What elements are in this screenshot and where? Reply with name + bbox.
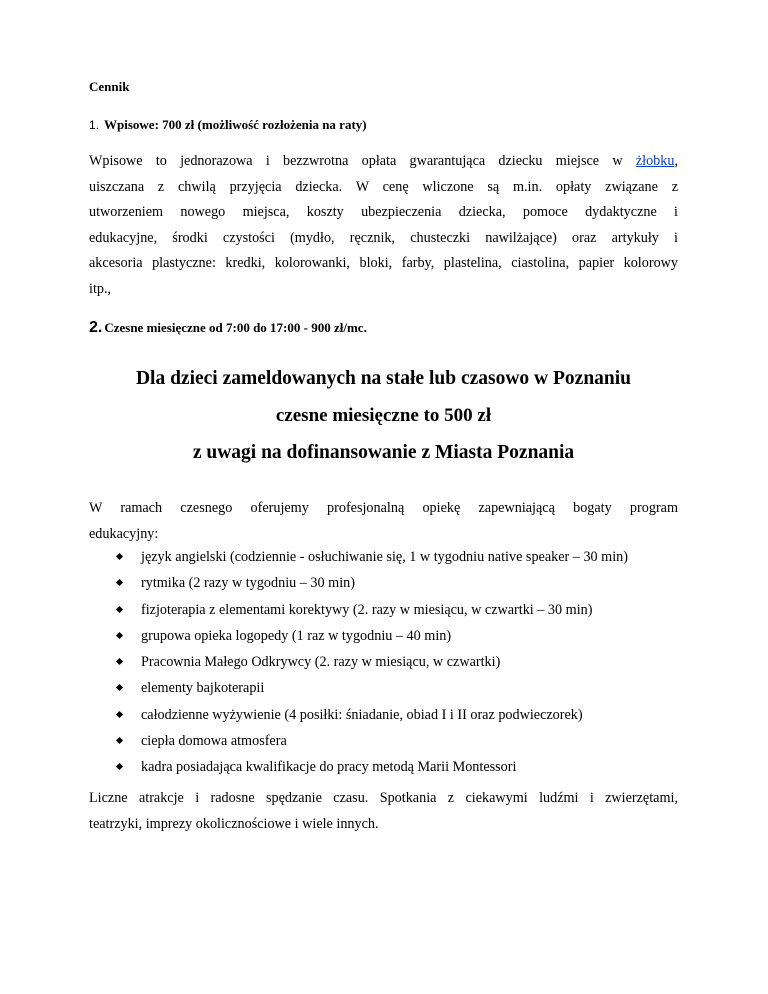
tuition-intro-paragraph (89, 496, 678, 547)
paragraph-line: uiszczana z chwilą przyjęcia dziecka. W cenę wliczone są m.in. opłaty związane z (89, 178, 678, 195)
diamond-bullet-icon (116, 632, 123, 639)
document-title: Cennik (89, 79, 130, 94)
section-1-number: 1. (89, 118, 100, 132)
list-item (117, 623, 628, 649)
diamond-bullet-icon (116, 579, 123, 586)
list-item-text: ciepła domowa atmosfera (141, 733, 287, 750)
section-1-title: Wpisowe: 700 zł (możliwość rozłożenia na raty) (104, 117, 367, 132)
list-item (117, 570, 628, 596)
highlight-line-1: Dla dzieci zameldowanych na stałe lub czasowo w Poznaniu (135, 368, 632, 389)
paragraph-line: akcesoria plastyczne: kredki, kolorowanki, bloki, farby, plastelina, ciastolina, papier kolorowy (89, 255, 678, 272)
paragraph-line: teatrzyki, imprezy okolicznościowe i wiele innych. (89, 815, 379, 832)
paragraph-line: W ramach czesnego oferujemy profesjonalną opiekę zapewniającą bogaty program (89, 500, 678, 516)
list-item (117, 544, 628, 570)
paragraph-text: Wpisowe to jednorazowa i bezzwrotna opłata gwarantująca dziecku miejsce w (89, 153, 623, 169)
list-item (117, 754, 628, 780)
nursery-link[interactable]: żłobku (635, 153, 675, 169)
paragraph-line: utworzeniem nowego miejsca, koszty ubezpieczenia dziecka, pomoce dydaktyczne i (89, 204, 678, 221)
paragraph-line: itp., (89, 280, 112, 297)
attractions-paragraph (89, 786, 678, 837)
diamond-bullet-icon (116, 737, 123, 744)
diamond-bullet-icon (116, 763, 123, 770)
list-item-text: całodzienne wyżywienie (4 posiłki: śniadanie, obiad I i II oraz podwieczorek) (141, 706, 583, 723)
list-item (117, 597, 628, 623)
highlight-line-2: czesne miesięczne to 500 zł (275, 405, 492, 426)
paragraph-line (89, 149, 678, 175)
section-2-heading (89, 319, 367, 337)
diamond-bullet-icon (116, 553, 123, 560)
list-item-text: język angielski (codziennie - osłuchiwanie się, 1 w tygodniu native speaker – 30 min) (141, 549, 628, 565)
list-item-text: elementy bajkoterapii (141, 680, 265, 697)
paragraph-line: edukacyjne, środki czystości (mydło, ręcznik, chusteczki nawilżające) oraz artykuły i (89, 229, 678, 246)
diamond-bullet-icon (116, 711, 123, 718)
list-item (117, 728, 628, 754)
highlight-line-3: z uwagi na dofinansowanie z Miasta Poznania (192, 442, 575, 463)
list-item-text: Pracownia Małego Odkrywcy (2. razy w miesiącu, w czwartki) (141, 654, 501, 671)
section-1-heading (89, 116, 367, 134)
diamond-bullet-icon (116, 684, 123, 691)
list-item-text: rytmika (2 razy w tygodniu – 30 min) (141, 575, 355, 592)
list-item-text: kadra posiadająca kwalifikacje do pracy metodą Marii Montessori (141, 759, 517, 776)
enrollment-fee-paragraph (89, 149, 678, 303)
diamond-bullet-icon (116, 606, 123, 613)
list-item-text: fizjoterapia z elementami korektywy (2. razy w miesiącu, w czwartki – 30 min) (141, 601, 593, 618)
section-2-number: 2. (89, 319, 103, 336)
program-list (117, 544, 628, 781)
list-item (117, 649, 628, 675)
paragraph-line: Liczne atrakcje i radosne spędzanie czasu. Spotkania z ciekawymi ludźmi i zwierzętami, (89, 790, 678, 806)
paragraph-line: edukacyjny: (89, 525, 159, 542)
list-item-text: grupowa opieka logopedy (1 raz w tygodniu – 40 min) (141, 627, 452, 644)
section-2-title: Czesne miesięczne od 7:00 do 17:00 - 900 zł/mc. (104, 320, 367, 335)
diamond-bullet-icon (116, 658, 123, 665)
paragraph-text: , (674, 153, 678, 169)
list-item (117, 702, 628, 728)
list-item (117, 675, 628, 701)
